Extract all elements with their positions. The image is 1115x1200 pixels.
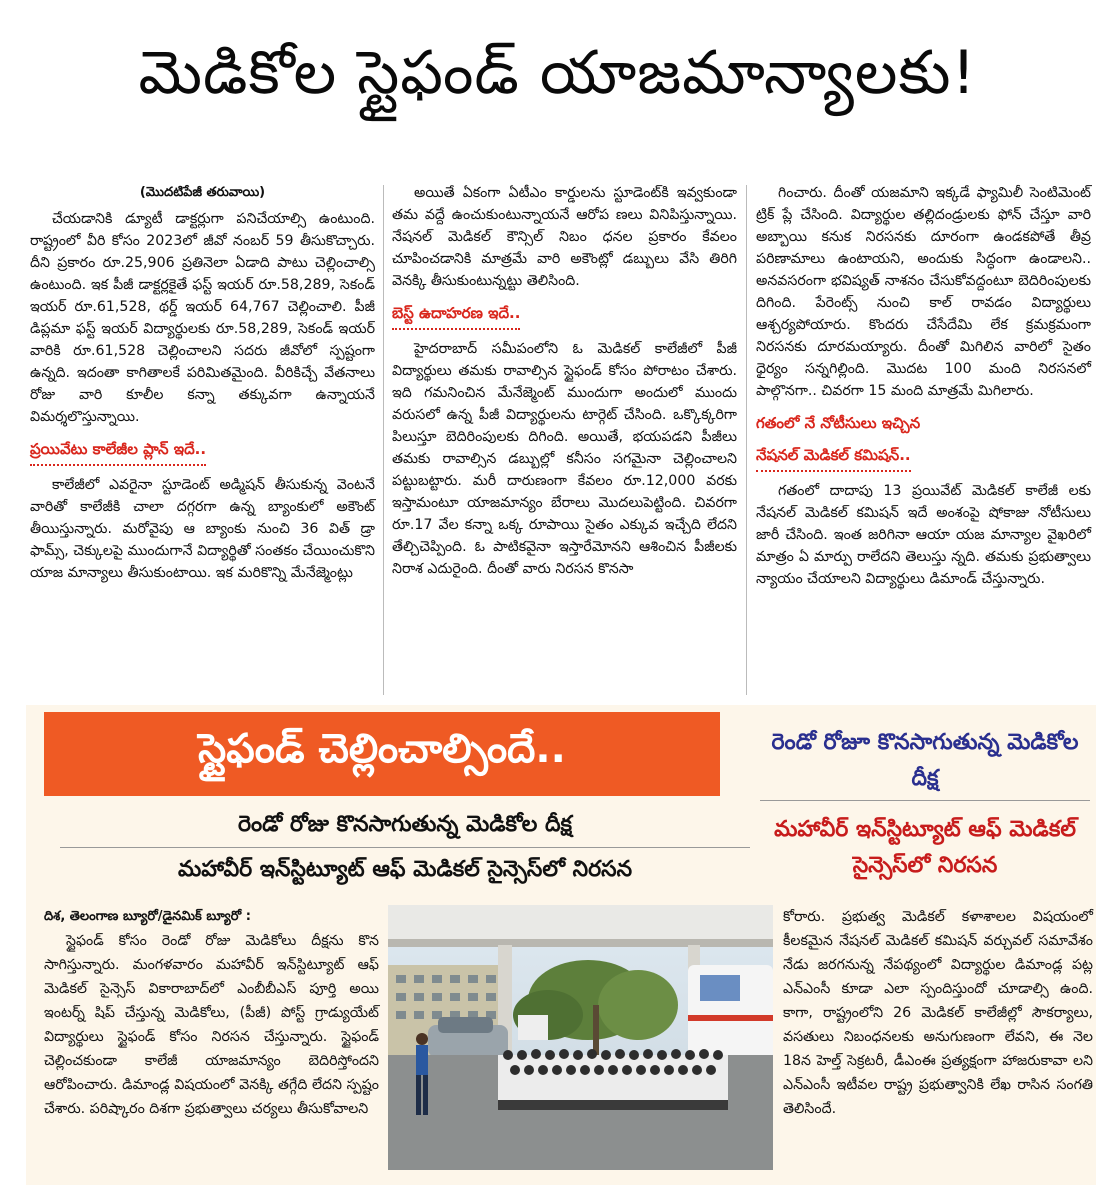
protest-left-paragraph: స్టైఫండ్ కోసం రెండో రోజు మెడికోలు దీక్షను కొన సాగిస్తున్నారు. మంగళవారం మహావీర్ ఇన్‌స్టిట్యూట్ ఆఫ్ మెడికల్ సైన్సెస్ వికారాబాద్‌లో ఎంబీబీఎస్ పూర్తి అయి ఇంటర్న్ షిప్ చేస్తున్న మెడికోలు, (పీజీ) పోస్ట్ గ్రాడ్యుయేట్ విద్యార్థులు స్టైఫండ్ కోసం నిరసన చేస్తున్నారు. స్టైఫండ్ చెల్లించకుండా కాలేజీ యాజమాన్యం బెదిరిస్తోందని ఆరోపించారు. డిమాండ్ల విషయంలో వెనక్కి తగ్గేది లేదని స్పష్టం చేశారు. పరిష్కారం దిశగా ప్రభుత్వాలు చర్యలు తీసుకోవాలని xyxy=(44,933,379,1117)
protest-left-column xyxy=(44,905,379,1121)
subhead-best-example: బెస్ట్ ఉదాహరణ ఇదే.. xyxy=(392,302,520,330)
protest-photo-image xyxy=(388,905,773,1170)
side-deck-divider xyxy=(760,800,1090,801)
subhead-notices-line1: గతంలో నే నోటీసులు ఇచ్చిన xyxy=(756,414,921,432)
deck-line-1: రెండో రోజు కొనసాగుతున్న మెడికోల దీక్ష xyxy=(237,812,573,837)
banner-title: స్టైఫండ్ చెల్లించాల్సిందే.. xyxy=(198,726,566,772)
continuation-byline: (మొదటిపేజీ తరువాయి) xyxy=(139,185,266,200)
column-divider xyxy=(746,185,747,695)
col2-paragraph-2: హైదరాబాద్ సమీపంలోని ఓ మెడికల్ కాలేజీలో పీజీ విద్యార్థులు తమకు రావాల్సిన స్టైఫండ్ కోసం పోరాటం చేశారు. ఇది గమనించిన మేనేజ్మెంట్ ముందుగా అందులో ముందు వరుసలో ఉన్న పీజీ విద్యార్థులను టార్గెట్ చేసింది. ఒక్కొక్కరిగా పిలుస్తూ బెదిరింపులకు దిగింది. అయితే, భయపడని పీజీలు తమకు రావాల్సిన డబ్బుల్లో కనీసం సగమైనా చెల్లించాలని పట్టుబట్టారు. మరీ దారుణంగా కేవలం రూ.12,000 వరకు ఇస్తామంటూ యాజమాన్యం బేరాలు మొదలుపెట్టింది. చివరగా రూ.17 వేల కన్నా ఒక్క రూపాయి సైతం ఎక్కువ ఇచ్చేది లేదని తేల్చిచెప్పింది. ఓ పాటికవైనా ఇస్తారేమోనని ఆశించిన పీజీలకు నిరాశ ఎదురైంది. దీంతో వారు నిరసన కొనసా xyxy=(392,341,737,577)
subhead-notices-line2: నేషనల్ మెడికల్ కమిషన్.. xyxy=(756,444,911,472)
deck-divider xyxy=(60,847,750,848)
article-column-3 xyxy=(756,182,1091,594)
protest-photo xyxy=(388,905,773,1170)
column-divider xyxy=(383,185,384,695)
side-deck-red: మహావీర్ ఇన్‌స్టిట్యూట్ ఆఫ్ మెడికల్ సైన్సెస్‌లో నిరసన xyxy=(774,817,1076,878)
deck-line-2: మహావీర్ ఇన్‌స్టిట్యూట్ ఆఫ్ మెడికల్ సైన్సెస్‌లో నిరసన xyxy=(177,857,633,882)
stipend-banner xyxy=(44,712,720,796)
col3-paragraph-1: గించారు. దీంతో యజమాని ఇక్కడే ఫ్యామిలీ సెంటిమెంట్ ట్రిక్ ప్లే చేసింది. విద్యార్థుల తల్లిదండ్రులకు ఫోన్ చేస్తూ వారి అబ్బాయి కనుక నిరసనకు దూరంగా ఉండకపోతే తీవ్ర పరిణామాలు ఉంటాయని, అందుకు సిద్ధంగా ఉండాలని.. అనవసరంగా భవిష్యత్ నాశనం చేసుకోవద్దంటూ బెదిరింపులకు దిగింది. పేరెంట్స్ నుంచి కాల్ రావడం విద్యార్థులు ఆశ్చర్యపోయారు. కొందరు చేసేదేమి లేక క్రమక్రమంగా నిరసనకు దూరమయ్యారు. దీంతో మిగిలిన వారిలో సైతం ధైర్యం సన్నగిల్లింది. మొదట 100 మంది నిరసనలో పాల్గొనగా.. చివరగా 15 మంది మాత్రమే మిగిలారు. xyxy=(756,185,1091,399)
article-column-1 xyxy=(30,182,375,588)
col1-paragraph-2: కాలేజీలో ఎవరైనా స్టూడెంట్ అడ్మిషన్ తీసుకున్న వెంటనే వారితో కాలేజీకి చాలా దగ్గరగా ఉన్న బ్యాంకులో అకౌంట్ తీయిస్తున్నారు. మరోవైపు ఆ బ్యాంకు నుంచి 36 విత్ డ్రా ఫామ్స్, చెక్కులపై ముందుగానే విద్యార్థితో సంతకం చేయించుకొని యాజ మాన్యాలు తీసుకుంటాయి. ఇక మరికొన్ని మేనేజ్మెంట్లు xyxy=(30,477,375,581)
subhead-private-colleges: ప్రయివేటు కాలేజీల ప్లాన్ ఇదే.. xyxy=(30,438,206,466)
side-deck-blue: రెండో రోజూ కొనసాగుతున్న మెడికోల దీక్ష xyxy=(771,730,1079,791)
col3-paragraph-2: గతంలో దాదాపు 13 ప్రయివేట్ మెడికల్ కాలేజీ లకు నేషనల్ మెడికల్ కమిషన్ ఇదే అంశంపై షోకాజు నోటీసులు జారీ చేసింది. ఇంత జరిగినా ఆయా యజ మాన్యాల వైఖరిలో మాత్రం ఏ మార్పు రాలేదని తెలుస్తు న్నది. తమకు ప్రభుత్వాలు న్యాయం చేయాలని విద్యార్థులు డిమాండ్ చేస్తున్నారు. xyxy=(756,483,1091,587)
col1-paragraph-1: చేయడానికి డ్యూటీ డాక్టర్లుగా పనిచేయాల్సి ఉంటుంది. రాష్ట్రంలో వీరి కోసం 2023లో జీవో నంబర్ 59 తీసుకొచ్చారు. దీని ప్రకారం రూ.25,906 ప్రతినెలా ఏడాది పాటు చెల్లించాల్సి ఉంటుంది. ఇక పీజీ డాక్టర్లకైతే ఫస్ట్ ఇయర్ రూ.58,289, సెకండ్ ఇయర్ రూ.61,528, థర్డ్ ఇయర్ 64,767 చెల్లించాలి. పీజీ డిప్లమా ఫస్ట్ ఇయర్ విద్యార్థులకు రూ.58,289, సెకండ్ ఇయర్ వారికి రూ.61,528 చెల్లించాలని సదరు జీవోలో స్పష్టంగా ఉన్నది. ఇదంతా కాగితాలకే పరిమితమైంది. వీరికిచ్చే వేతనాలు రోజు వారి కూలీల కన్నా తక్కువగా ఉన్నాయనే విమర్శలొస్తున్నాయి. xyxy=(30,211,375,425)
col2-paragraph-1: అయితే ఏకంగా ఏటీఎం కార్డులను స్టూడెంట్‌కి ఇవ్వకుండా తమ వద్దే ఉంచుకుంటున్నాయనే ఆరోప ణలు వినిపిస్తున్నాయి. నేషనల్ మెడికల్ కౌన్సిల్ నిబం ధనల ప్రకారం కేవలం చూపించడానికి మాత్రమే వారి అకౌంట్లో డబ్బులు వేసి తిరిగి వెనక్కి తీసుకుంటున్నట్టు తెలిసింది. xyxy=(392,185,737,289)
dateline: దిశ, తెలంగాణ బ్యూరో/డైనమిక్ బ్యూరో : xyxy=(44,909,251,924)
protest-right-column xyxy=(783,905,1093,1121)
protest-right-paragraph: కోరారు. ప్రభుత్వ మెడికల్ కళాశాలల విషయంలో కీలకమైన నేషనల్ మెడికల్ కమిషన్ వర్చువల్ సమావేశం నేడు జరగనున్న నేపథ్యంలో విద్యార్థుల డిమాండ్ల పట్ల ఎన్ఎంసీ కూడా ఎలా స్పందిస్తుందో చూడాల్సి ఉంది. కాగా, రాష్ట్రంలోని 26 మెడికల్ కాలేజీల్లో సౌకర్యాలు, వసతులు నిబంధనలకు అనుగుణంగా లేవని, ఈ నెల 18న హెల్త్ సెక్రటరీ, డీఎంఈ ప్రత్యక్షంగా హాజరుకావా లని ఎన్ఎంసీ ఇటీవల రాష్ట్ర ప్రభుత్వానికి లేఖ రాసిన సంగతి తెలిసిందే. xyxy=(783,909,1093,1117)
article-column-2 xyxy=(392,182,737,584)
main-headline: మెడికోల స్టైఫండ్ యాజమాన్యాలకు! xyxy=(138,38,977,108)
